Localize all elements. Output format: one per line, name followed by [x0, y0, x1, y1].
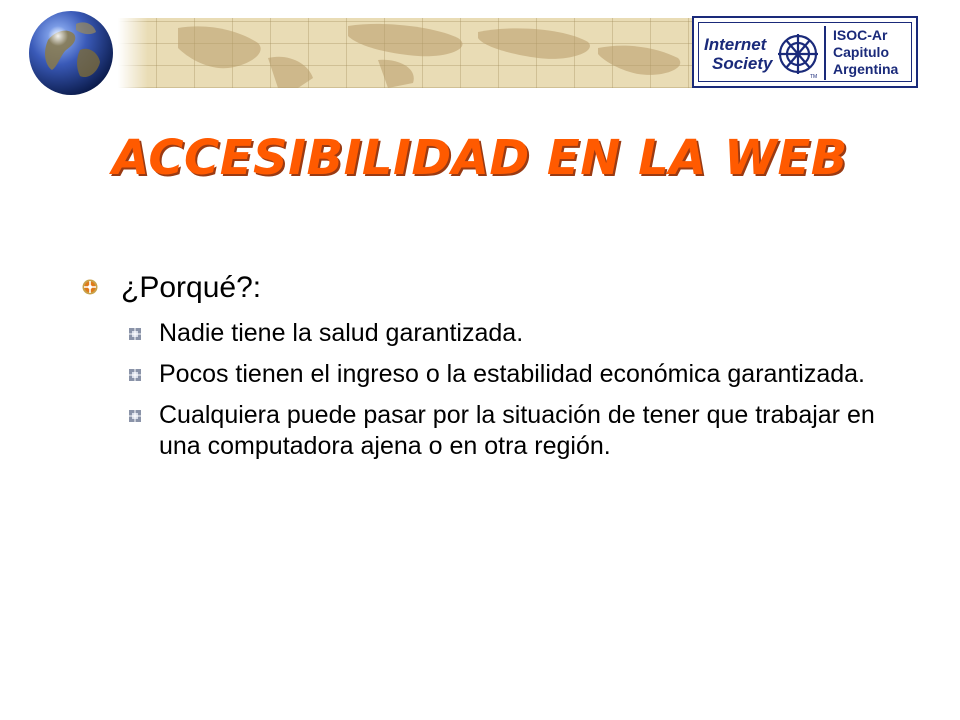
banner-fade: [118, 18, 148, 88]
list-item-text: Pocos tienen el ingreso o la estabilidad económica garantizada.: [159, 360, 866, 388]
square-bullet-icon: [128, 327, 142, 341]
logo-divider: [824, 26, 826, 80]
list-item-text: Nadie tiene la salud garantizada.: [159, 319, 524, 347]
square-bullet-icon: [128, 409, 142, 423]
globe-icon: [28, 10, 114, 96]
header-map-banner: [118, 18, 730, 88]
logo-wordmark-line1: Internet: [704, 35, 767, 54]
logo-chapter-text: [833, 27, 898, 78]
chapter-line-1: ISOC-Ar: [833, 27, 888, 43]
slide-title: ACCESIBILIDAD EN LA WEB: [112, 130, 848, 186]
list-item: [159, 318, 882, 349]
list-item: [159, 400, 882, 462]
chapter-line-2: Capitulo: [833, 44, 889, 60]
svg-text:TM: TM: [810, 74, 818, 80]
isoc-emblem-icon: [702, 24, 824, 82]
internet-society-logo: [692, 16, 918, 88]
main-bullet-item: [82, 270, 882, 306]
slide-content: [82, 270, 882, 472]
square-bullet-icon: [128, 368, 142, 382]
main-heading: ¿Porqué?:: [121, 271, 262, 304]
logo-wordmark-line2: Society: [712, 54, 773, 73]
list-item-text: Cualquiera puede pasar por la situación de tener que trabajar en una computadora ajena o en otra región.: [159, 401, 875, 460]
world-map-graphic: [118, 18, 730, 88]
gear-bullet-icon: [82, 279, 98, 295]
sub-bullet-list: [82, 318, 882, 462]
list-item: [159, 359, 882, 390]
chapter-line-3: Argentina: [833, 61, 899, 77]
